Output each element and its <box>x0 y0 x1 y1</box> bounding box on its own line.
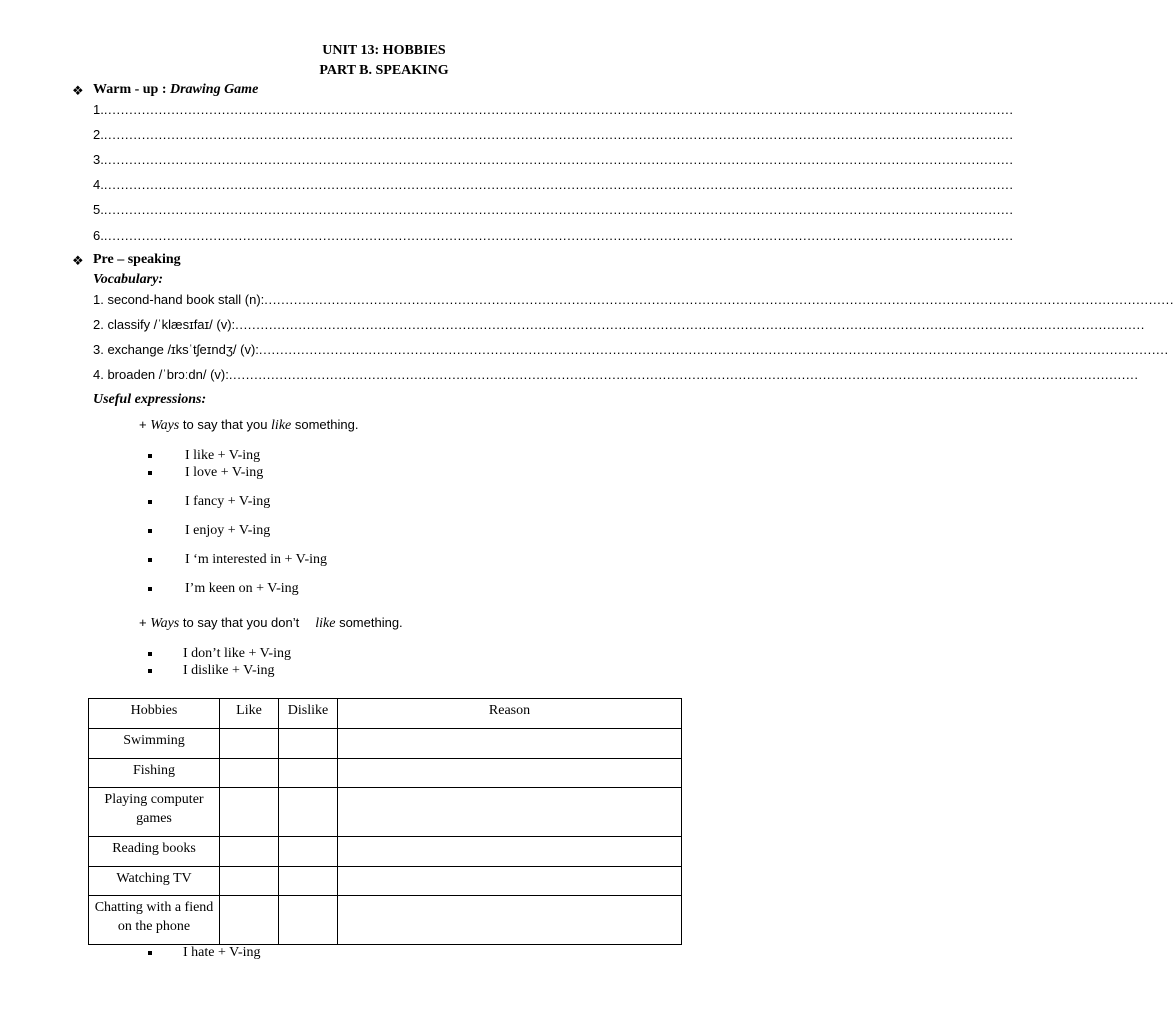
dislike-cell[interactable] <box>279 867 338 896</box>
square-bullet-icon <box>148 669 152 673</box>
square-bullet-icon <box>148 454 152 458</box>
part-title: PART B. SPEAKING <box>319 63 449 78</box>
like-expression: I enjoy + V-ing <box>185 523 271 538</box>
table-row <box>89 837 682 867</box>
diamond-bullet-icon: ❖ <box>72 254 84 269</box>
vocab-item-3[interactable]: 3. exchange /ɪksˈtʃeɪndʒ/ (v): ........................................................................................................................................................................................................................ <box>93 342 1169 357</box>
like-expression: I’m keen on + V-ing <box>185 581 299 596</box>
unit-title: UNIT 13: HOBBIES <box>322 43 446 58</box>
warmup-line-4[interactable]: 4. ........................................................................................................................................................................................................................ <box>93 177 1014 192</box>
like-expression: I fancy + V-ing <box>185 494 271 509</box>
reason-cell[interactable] <box>338 896 682 945</box>
header-reason: Reason <box>338 699 682 729</box>
hobby-cell: Swimming <box>89 729 220 759</box>
dislike-cell[interactable] <box>279 837 338 867</box>
square-bullet-icon <box>148 587 152 591</box>
warmup-label: Warm - up : <box>93 82 170 97</box>
table-row <box>89 759 682 788</box>
reason-cell[interactable] <box>338 867 682 896</box>
dislike-cell[interactable] <box>279 729 338 759</box>
header-hobbies: Hobbies <box>89 699 220 729</box>
vocab-item-2[interactable]: 2. classify /ˈklæsɪfaɪ/ (v): ........................................................................................................................................................................................................................ <box>93 317 1145 332</box>
table-row <box>89 867 682 896</box>
vocabulary-heading: Vocabulary: <box>93 272 163 287</box>
square-bullet-icon <box>148 529 152 533</box>
hobby-cell: Reading books <box>89 837 220 867</box>
warmup-line-2[interactable]: 2. ........................................................................................................................................................................................................................ <box>93 127 1014 142</box>
reason-cell[interactable] <box>338 788 682 837</box>
warmup-heading <box>93 82 258 98</box>
dislike-expression: I don’t like + V-ing <box>183 646 291 661</box>
table-row <box>89 729 682 759</box>
header-dislike: Dislike <box>279 699 338 729</box>
warmup-line-5[interactable]: 5. ........................................................................................................................................................................................................................ <box>93 202 1014 217</box>
like-intro: + Ways to say that you like something. <box>139 417 359 433</box>
dislike-cell[interactable] <box>279 896 338 945</box>
dislike-intro: + Ways to say that you don’t like something. <box>139 615 403 631</box>
square-bullet-icon <box>148 471 152 475</box>
warmup-line-6[interactable]: 6. ........................................................................................................................................................................................................................ <box>93 228 1014 243</box>
like-cell[interactable] <box>220 729 279 759</box>
warmup-game: Drawing Game <box>170 82 259 97</box>
square-bullet-icon <box>148 951 152 955</box>
useful-expressions-heading: Useful expressions: <box>93 392 207 407</box>
header-like: Like <box>220 699 279 729</box>
hobby-cell: Watching TV <box>89 867 220 896</box>
like-expression: I ‘m interested in + V-ing <box>185 552 328 567</box>
dislike-cell[interactable] <box>279 788 338 837</box>
dislike-expression: I dislike + V-ing <box>183 663 275 678</box>
like-cell[interactable] <box>220 759 279 788</box>
prespeaking-heading: Pre – speaking <box>93 252 181 267</box>
like-expression: I love + V-ing <box>185 465 264 480</box>
diamond-bullet-icon: ❖ <box>72 84 84 99</box>
like-expression: I like + V-ing <box>185 448 261 463</box>
square-bullet-icon <box>148 558 152 562</box>
warmup-line-3[interactable]: 3. ........................................................................................................................................................................................................................ <box>93 152 1014 167</box>
reason-cell[interactable] <box>338 729 682 759</box>
hobby-cell: Playing computer games <box>89 788 220 837</box>
square-bullet-icon <box>148 652 152 656</box>
table-header-row <box>89 699 682 729</box>
hobby-cell: Chatting with a fiend on the phone <box>89 896 220 945</box>
vocab-item-1[interactable]: 1. second-hand book stall (n): ........................................................................................................................................................................................................................ <box>93 292 1174 307</box>
square-bullet-icon <box>148 500 152 504</box>
warmup-line-1[interactable]: 1. ........................................................................................................................................................................................................................ <box>93 102 1014 117</box>
like-cell[interactable] <box>220 867 279 896</box>
like-cell[interactable] <box>220 837 279 867</box>
like-cell[interactable] <box>220 896 279 945</box>
dislike-expression: I hate + V-ing <box>183 945 261 960</box>
reason-cell[interactable] <box>338 837 682 867</box>
reason-cell[interactable] <box>338 759 682 788</box>
table-row <box>89 788 682 837</box>
like-cell[interactable] <box>220 788 279 837</box>
dislike-cell[interactable] <box>279 759 338 788</box>
hobby-cell: Fishing <box>89 759 220 788</box>
table-row <box>89 896 682 945</box>
vocab-item-4[interactable]: 4. broaden /ˈbrɔːdn/ (v): ........................................................................................................................................................................................................................ <box>93 367 1139 382</box>
hobbies-table <box>88 698 682 945</box>
